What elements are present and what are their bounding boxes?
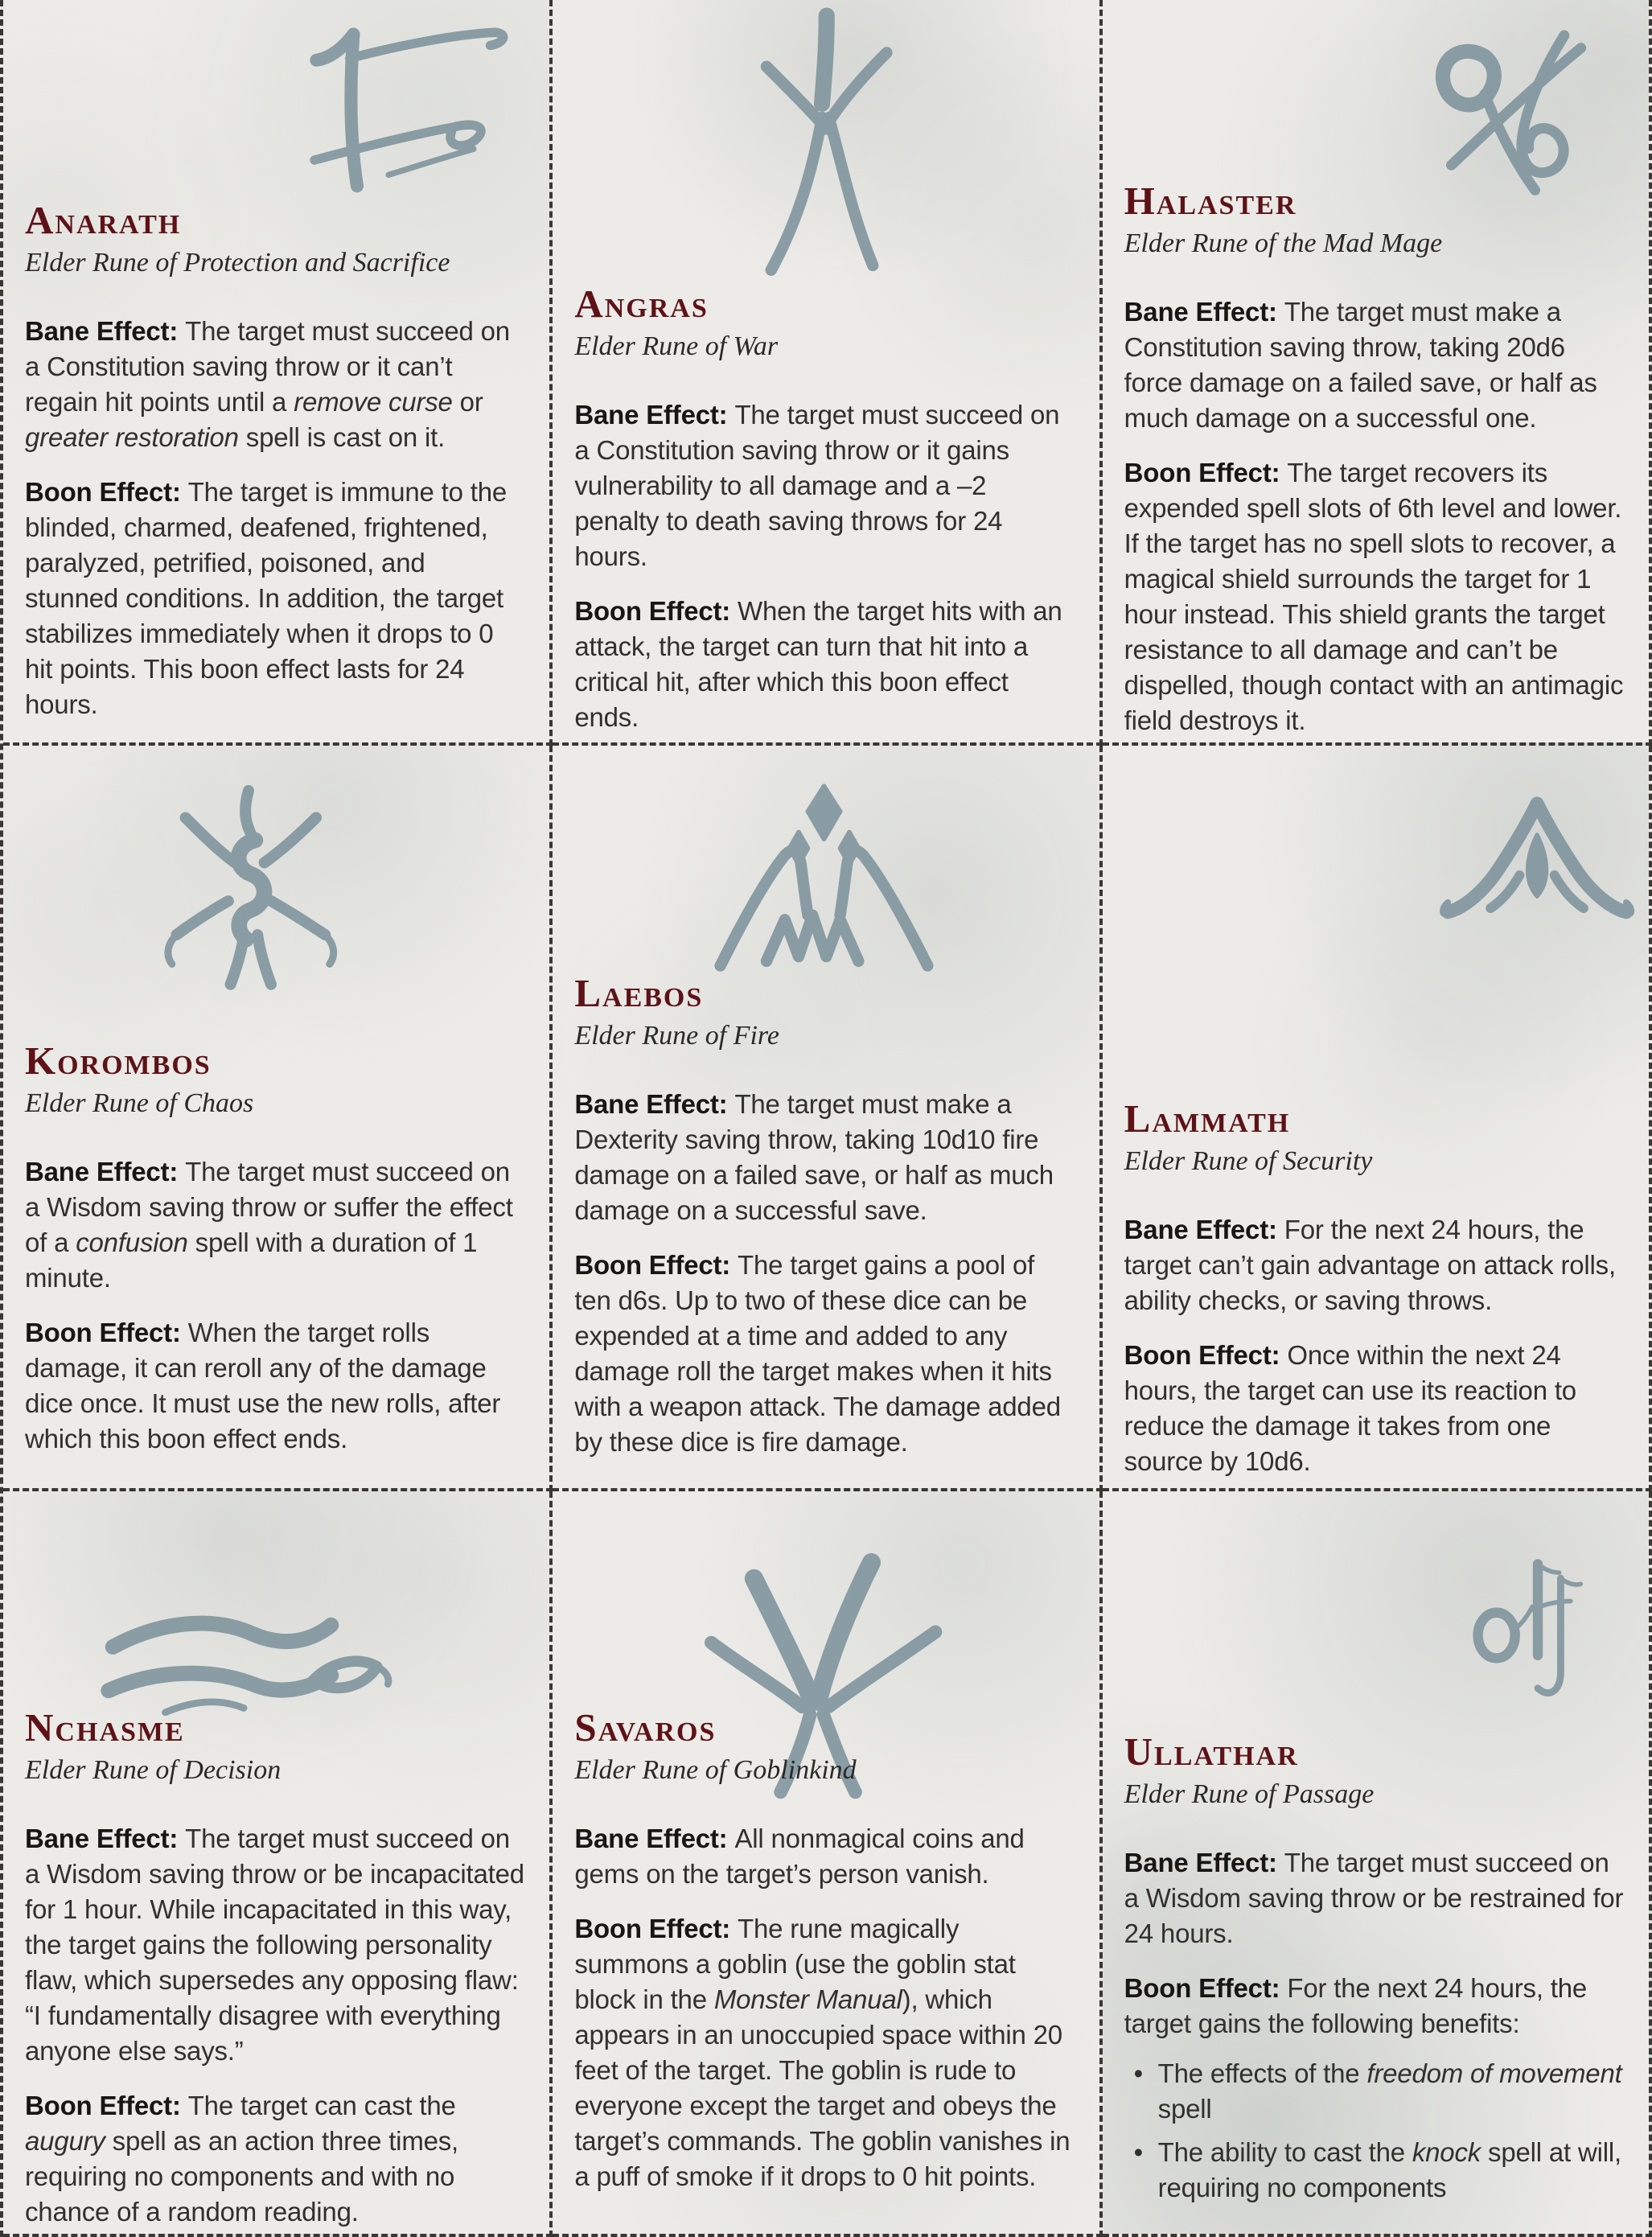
italic-term: freedom of movement <box>1366 2058 1622 2089</box>
text-run: spell as an action three times, requiring no components and with no chance of a random reading. <box>25 2126 459 2227</box>
rune-card-angras <box>553 0 1102 746</box>
rune-subtitle: Elder Rune of Fire <box>574 1021 779 1051</box>
card-content <box>553 746 1099 1460</box>
rune-name: Ullathar <box>1124 1729 1299 1774</box>
effect-paragraph <box>25 1821 525 2069</box>
card-effects <box>1124 1845 1625 2206</box>
effect-paragraph <box>25 1315 525 1457</box>
effect-paragraph <box>1124 1971 1625 2042</box>
text-run: The target must succeed on a Constitution saving throw or it gains vulnerability to all damage and a –2 penalty to death saving throws for 24 hours. <box>574 400 1060 572</box>
rune-card-ullathar <box>1103 1491 1652 2237</box>
rune-card-halaster <box>1103 0 1652 746</box>
rune-subtitle: Elder Rune of Decision <box>25 1755 281 1786</box>
effect-label: Boon Effect: <box>25 477 188 508</box>
effect-label: Boon Effect: <box>574 596 738 627</box>
effect-paragraph <box>574 1911 1075 2194</box>
text-run: or <box>452 387 483 417</box>
effect-paragraph <box>1124 294 1625 436</box>
card-effects <box>25 1821 525 2230</box>
text-run: The target recovers its expended spell slots of 6th level and lower. If the target has no spell slots to recover, a magical shield surrounds the target for 1 hour instead. This shield grants the target resistance to all damage and can’t be dispelled, though contact with an antimagic field destroys it. <box>1124 458 1624 736</box>
text-run: When the target hits with an attack, the target can turn that hit into a critical hit, after which this boon effect ends. <box>574 596 1062 733</box>
effect-paragraph <box>1124 455 1625 738</box>
rune-card-laebos <box>553 746 1102 1491</box>
rune-name: Savaros <box>574 1705 717 1750</box>
card-content <box>3 0 549 722</box>
card-content <box>553 1491 1099 2194</box>
text-run: Once within the next 24 hours, the target can use its reaction to reduce the damage it takes from one source by 10d6. <box>1124 1340 1576 1477</box>
card-effects <box>574 397 1075 735</box>
card-effects <box>25 1154 525 1457</box>
rune-card-lammath <box>1103 746 1652 1491</box>
card-content <box>1103 1491 1649 2206</box>
text-run: The target must make a Dexterity saving throw, taking 10d10 fire damage on a failed save, or half as much damage on a successful save. <box>574 1089 1054 1226</box>
effect-label: Bane Effect: <box>1124 1215 1284 1245</box>
text-run: All nonmagical coins and gems on the target’s person vanish. <box>574 1824 1025 1890</box>
card-content <box>1103 0 1649 738</box>
text-run: The target must succeed on a Constitution saving throw or it can’t regain hit points until a <box>25 316 510 417</box>
italic-term: Monster Manual <box>713 1984 902 2015</box>
text-run: spell <box>1157 2094 1212 2124</box>
card-content <box>553 0 1099 735</box>
effect-label: Bane Effect: <box>25 1157 186 1187</box>
italic-term: confusion <box>76 1227 188 1258</box>
effect-paragraph <box>574 397 1075 574</box>
card-effects <box>574 1087 1075 1460</box>
effect-paragraph <box>574 1821 1075 1892</box>
effect-label: Boon Effect: <box>574 1250 738 1281</box>
italic-term: knock <box>1412 2137 1481 2168</box>
card-effects <box>1124 1212 1625 1479</box>
effect-paragraph <box>574 1248 1075 1460</box>
effect-label: Bane Effect: <box>574 1824 735 1854</box>
effect-label: Boon Effect: <box>574 1914 738 1944</box>
card-effects <box>25 314 525 722</box>
rune-card-nchasme <box>3 1491 553 2237</box>
text-run: The target is immune to the blinded, charmed, deafened, frightened, paralyzed, petrified, poisoned, and stunned conditions. In addition, the target stabilizes immediately when it drops to 0 hit points. This boon effect lasts for 24 hours. <box>25 477 508 720</box>
effect-paragraph <box>25 2088 525 2230</box>
text-run: ), which appears in an unoccupied space within 20 feet of the target. The goblin is rude to everyone except the target and obeys the target’s commands. The goblin vanishes in a puff of smoke if it drops to 0 hit points. <box>574 1984 1071 2192</box>
effect-paragraph <box>25 475 525 722</box>
text-run: The target must succeed on a Wisdom saving throw or suffer the effect of a <box>25 1157 513 1258</box>
rune-subtitle: Elder Rune of Passage <box>1124 1779 1375 1810</box>
card-content <box>3 1491 549 2230</box>
rune-subtitle: Elder Rune of Chaos <box>25 1088 254 1119</box>
effect-label: Boon Effect: <box>25 1318 188 1348</box>
effect-label: Boon Effect: <box>1124 1973 1288 2004</box>
text-run: The target can cast the <box>187 2091 456 2121</box>
italic-term: remove curse <box>294 387 453 417</box>
card-content <box>1103 746 1649 1479</box>
rune-card-korombos <box>3 746 553 1491</box>
effect-label: Boon Effect: <box>25 2091 188 2121</box>
text-run: For the next 24 hours, the target gains the following benefits: <box>1124 1973 1588 2039</box>
rune-name: Halaster <box>1124 179 1297 223</box>
rune-subtitle: Elder Rune of the Mad Mage <box>1124 228 1443 259</box>
effect-paragraph <box>25 1154 525 1296</box>
effect-paragraph <box>1124 1338 1625 1479</box>
effect-label: Bane Effect: <box>25 1824 186 1854</box>
benefit-list <box>1124 2056 1625 2206</box>
effect-label: Boon Effect: <box>1124 458 1288 488</box>
italic-term: greater restoration <box>25 422 239 453</box>
rune-subtitle: Elder Rune of Goblinkind <box>574 1755 857 1786</box>
text-run: The target must succeed on a Wisdom saving throw or be incapacitated for 1 hour. While incapacitated in this way, the target gains the following personality flaw, which supersedes any opposing flaw: “I fundamentally disagree with everything anyone else says.” <box>25 1824 524 2066</box>
rune-name: Lammath <box>1124 1096 1291 1141</box>
effect-label: Bane Effect: <box>574 400 735 430</box>
italic-term: augury <box>25 2126 105 2157</box>
benefit-item <box>1124 2135 1625 2206</box>
rune-subtitle: Elder Rune of Security <box>1124 1146 1373 1177</box>
effect-label: Bane Effect: <box>574 1089 735 1120</box>
card-effects <box>1124 294 1625 738</box>
rune-card-anarath <box>3 0 553 746</box>
text-run: The target must succeed on a Wisdom saving throw or be restrained for 24 hours. <box>1124 1848 1624 1949</box>
effect-paragraph <box>25 314 525 455</box>
rune-card-savaros <box>553 1491 1102 2237</box>
text-run: The target must make a Constitution saving throw, taking 20d6 force damage on a failed save, or half as much damage on a successful one. <box>1124 297 1597 434</box>
text-run: spell at will, requiring no components <box>1157 2137 1621 2203</box>
effect-label: Bane Effect: <box>1124 1848 1284 1878</box>
text-run: The target gains a pool of ten d6s. Up to two of these dice can be expended at a time and added to any damage roll the target makes when it hits with a weapon attack. The damage added by these dice is fire damage. <box>574 1250 1061 1458</box>
effect-label: Bane Effect: <box>25 316 186 347</box>
text-run: The ability to cast the <box>1157 2137 1412 2168</box>
rune-name: Angras <box>574 282 709 326</box>
rune-name: Korombos <box>25 1038 212 1083</box>
text-run: The effects of the <box>1157 2058 1367 2089</box>
rune-subtitle: Elder Rune of Protection and Sacrifice <box>25 248 450 278</box>
rune-name: Anarath <box>25 198 182 242</box>
text-run: spell with a duration of 1 minute. <box>25 1227 478 1293</box>
text-run: For the next 24 hours, the target can’t gain advantage on attack rolls, ability checks, or saving throws. <box>1124 1215 1616 1316</box>
rune-subtitle: Elder Rune of War <box>574 331 779 362</box>
effect-paragraph <box>1124 1845 1625 1951</box>
card-content <box>3 746 549 1457</box>
text-run: When the target rolls damage, it can reroll any of the damage dice once. It must use the new rolls, after which this boon effect ends. <box>25 1318 501 1454</box>
effect-label: Bane Effect: <box>1124 297 1284 327</box>
effect-label: Boon Effect: <box>1124 1340 1288 1371</box>
effect-paragraph <box>1124 1212 1625 1318</box>
card-effects <box>574 1821 1075 2194</box>
rune-name: Nchasme <box>25 1705 185 1750</box>
text-run: spell is cast on it. <box>238 422 446 453</box>
effect-paragraph <box>574 594 1075 735</box>
rune-name: Laebos <box>574 971 704 1015</box>
effect-paragraph <box>574 1087 1075 1228</box>
benefit-item <box>1124 2056 1625 2127</box>
text-run: The rune magically summons a goblin (use the goblin stat block in the <box>574 1914 1016 2015</box>
